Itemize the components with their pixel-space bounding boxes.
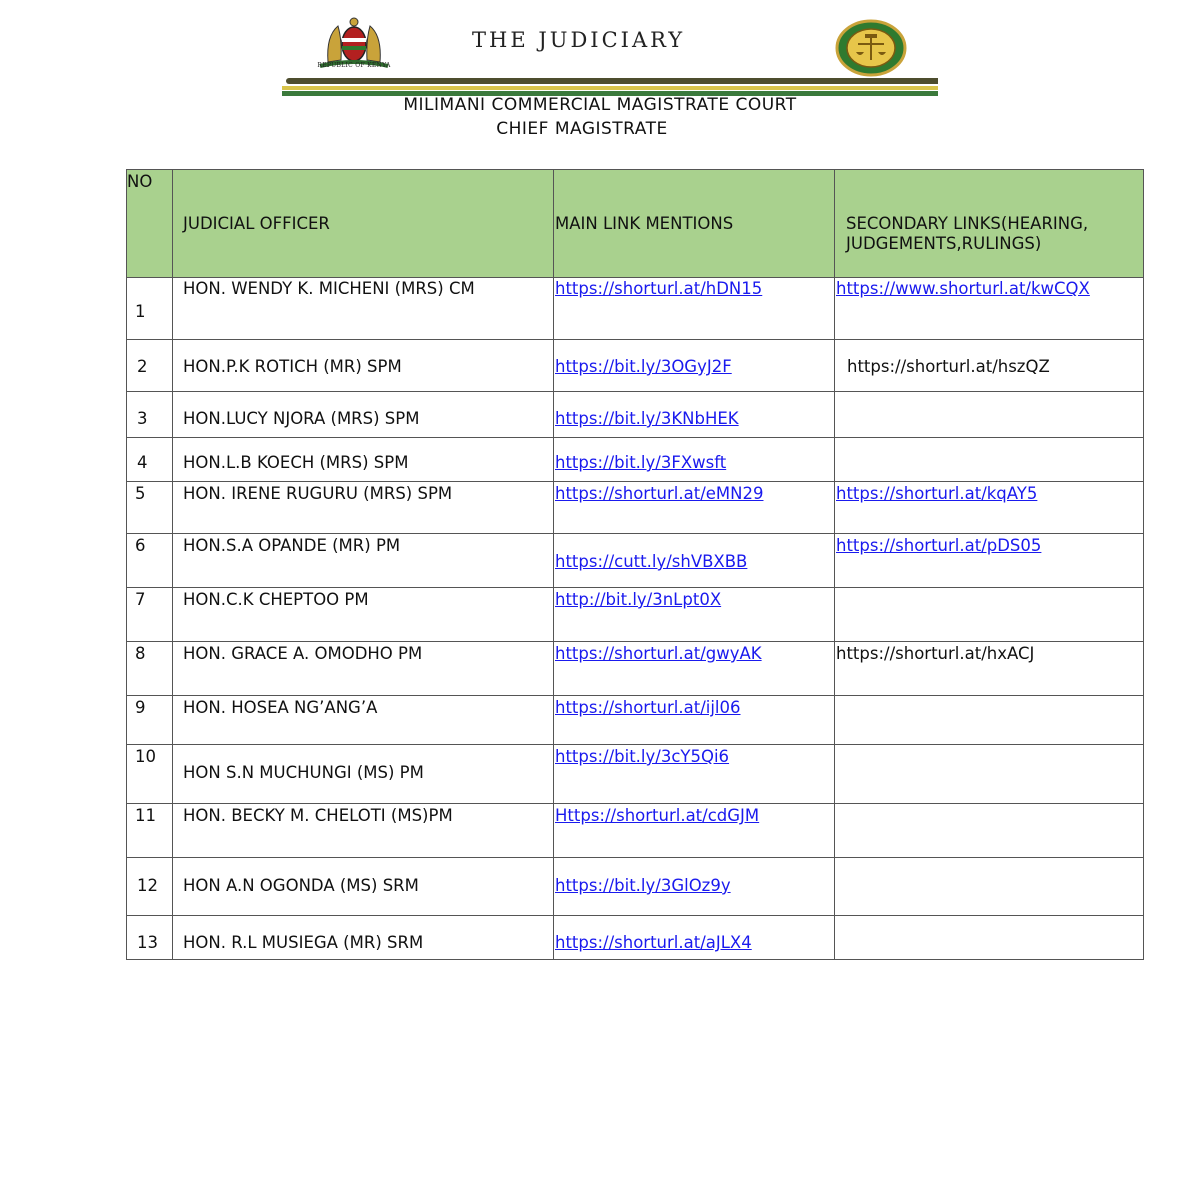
court-name: MILIMANI COMMERCIAL MAGISTRATE COURT — [403, 95, 797, 115]
column-header-secondary-links: SECONDARY LINKS(HEARING, JUDGEMENTS,RULINGS) — [835, 170, 1144, 278]
row-number-text: 3 — [137, 409, 148, 428]
letterhead-rule-yellow — [282, 86, 938, 90]
row-number — [127, 588, 173, 642]
officer-name-text: HON S.N MUCHUNGI (MS) PM — [183, 763, 424, 782]
row-number — [127, 696, 173, 745]
main-link-text[interactable]: https://bit.ly/3KNbHEK — [555, 409, 739, 428]
officer-name — [173, 340, 554, 392]
secondary-link-text[interactable]: https://www.shorturl.at/kwCQX — [836, 279, 1090, 298]
table-row — [127, 588, 1144, 642]
secondary-link-text[interactable]: https://shorturl.at/hxACJ — [836, 644, 1035, 663]
row-number — [127, 438, 173, 482]
main-link — [554, 438, 835, 482]
row-number — [127, 804, 173, 858]
court-subtitle: CHIEF MAGISTRATE — [496, 119, 668, 139]
column-header-officer: JUDICIAL OFFICER — [173, 170, 554, 278]
officer-name-text: HON. R.L MUSIEGA (MR) SRM — [183, 933, 424, 952]
row-number-text: 9 — [135, 698, 146, 717]
main-link-text[interactable]: https://shorturl.at/ijl06 — [555, 698, 741, 717]
officer-name — [173, 916, 554, 960]
main-link-text[interactable]: https://shorturl.at/aJLX4 — [555, 933, 752, 952]
row-number — [127, 340, 173, 392]
secondary-link — [835, 804, 1144, 858]
main-link-text[interactable]: https://bit.ly/3GlOz9y — [555, 876, 731, 895]
secondary-link — [835, 642, 1144, 696]
officer-name-text: HON.P.K ROTICH (MR) SPM — [183, 357, 402, 376]
secondary-link — [835, 340, 1144, 392]
officer-name-text: HON. HOSEA NG’ANG’A — [183, 698, 378, 717]
main-link — [554, 745, 835, 804]
row-number — [127, 745, 173, 804]
table-row — [127, 438, 1144, 482]
main-link-text[interactable]: https://cutt.ly/shVBXBB — [555, 552, 748, 571]
secondary-link-text[interactable]: https://shorturl.at/pDS05 — [836, 536, 1042, 555]
main-link-text[interactable]: https://shorturl.at/hDN15 — [555, 279, 763, 298]
officer-name — [173, 278, 554, 340]
row-number — [127, 534, 173, 588]
row-number — [127, 858, 173, 916]
officer-name-text: HON. IRENE RUGURU (MRS) SPM — [183, 484, 453, 503]
main-link — [554, 534, 835, 588]
main-link — [554, 340, 835, 392]
main-link — [554, 482, 835, 534]
officer-name — [173, 438, 554, 482]
main-link-text[interactable]: http://bit.ly/3nLpt0X — [555, 590, 722, 609]
table-row — [127, 642, 1144, 696]
table-row — [127, 745, 1144, 804]
officer-name — [173, 745, 554, 804]
table-row — [127, 916, 1144, 960]
column-header-main-link: MAIN LINK MENTIONS — [554, 170, 835, 278]
coat-of-arms-caption: REPUBLIC OF KENYA — [317, 62, 391, 69]
main-link-text[interactable]: https://bit.ly/3FXwsft — [555, 453, 727, 472]
secondary-link — [835, 696, 1144, 745]
main-link-text[interactable]: https://shorturl.at/eMN29 — [555, 484, 764, 503]
officer-name-text: HON. WENDY K. MICHENI (MRS) CM — [183, 279, 475, 298]
main-link-text[interactable]: https://bit.ly/3cY5Qi6 — [555, 747, 730, 766]
secondary-link-text[interactable]: https://shorturl.at/hszQZ — [847, 357, 1050, 376]
table-header-row — [127, 170, 1144, 278]
officer-name-text: HON. GRACE A. OMODHO PM — [183, 644, 423, 663]
secondary-link — [835, 858, 1144, 916]
officer-name-text: HON.C.K CHEPTOO PM — [183, 590, 369, 609]
row-number-text: 5 — [135, 484, 146, 503]
secondary-link — [835, 588, 1144, 642]
row-number — [127, 642, 173, 696]
table-row — [127, 482, 1144, 534]
row-number-text: 2 — [137, 357, 148, 376]
main-link — [554, 278, 835, 340]
officer-name — [173, 858, 554, 916]
table-row — [127, 278, 1144, 340]
officer-name-text: HON. BECKY M. CHELOTI (MS)PM — [183, 806, 453, 825]
letterhead — [280, 10, 945, 100]
officer-name-text: HON.LUCY NJORA (MRS) SPM — [183, 409, 420, 428]
officer-name — [173, 804, 554, 858]
officer-name — [173, 392, 554, 438]
officer-name — [173, 588, 554, 642]
table-row — [127, 340, 1144, 392]
row-number — [127, 916, 173, 960]
main-link-text[interactable]: Https://shorturl.at/cdGJM — [555, 806, 760, 825]
table-row — [127, 534, 1144, 588]
table-row — [127, 696, 1144, 745]
main-link — [554, 916, 835, 960]
judiciary-seal-icon — [834, 18, 908, 78]
row-number-text: 12 — [137, 876, 158, 895]
row-number-text: 7 — [135, 590, 146, 609]
row-number-text: 1 — [135, 302, 146, 321]
officer-name — [173, 642, 554, 696]
row-number — [127, 482, 173, 534]
main-link — [554, 858, 835, 916]
secondary-link-text[interactable]: https://shorturl.at/kqAY5 — [836, 484, 1038, 503]
row-number-text: 13 — [137, 933, 158, 952]
secondary-link — [835, 745, 1144, 804]
main-link-text[interactable]: https://bit.ly/3OGyJ2F — [555, 357, 732, 376]
officer-name — [173, 482, 554, 534]
main-link — [554, 392, 835, 438]
main-link — [554, 588, 835, 642]
row-number-text: 8 — [135, 644, 146, 663]
secondary-link — [835, 278, 1144, 340]
table-row — [127, 392, 1144, 438]
main-link-text[interactable]: https://shorturl.at/gwyAK — [555, 644, 762, 663]
table-row — [127, 804, 1144, 858]
officer-name-text: HON.L.B KOECH (MRS) SPM — [183, 453, 409, 472]
officer-name-text: HON A.N OGONDA (MS) SRM — [183, 876, 419, 895]
judiciary-title: THE JUDICIARY — [472, 28, 686, 52]
secondary-link — [835, 916, 1144, 960]
main-link — [554, 804, 835, 858]
officer-name-text: HON.S.A OPANDE (MR) PM — [183, 536, 401, 555]
secondary-link — [835, 438, 1144, 482]
secondary-link — [835, 534, 1144, 588]
secondary-link — [835, 482, 1144, 534]
main-link — [554, 642, 835, 696]
secondary-link — [835, 392, 1144, 438]
officer-name — [173, 534, 554, 588]
row-number-text: 11 — [135, 806, 156, 825]
row-number-text: 4 — [137, 453, 148, 472]
row-number — [127, 278, 173, 340]
officer-name — [173, 696, 554, 745]
row-number-text: 6 — [135, 536, 146, 555]
main-link — [554, 696, 835, 745]
column-header-no: NO — [127, 170, 173, 278]
row-number — [127, 392, 173, 438]
table-row — [127, 858, 1144, 916]
row-number-text: 10 — [135, 747, 156, 766]
letterhead-rule-dark — [286, 78, 938, 84]
officers-table — [126, 169, 1144, 960]
